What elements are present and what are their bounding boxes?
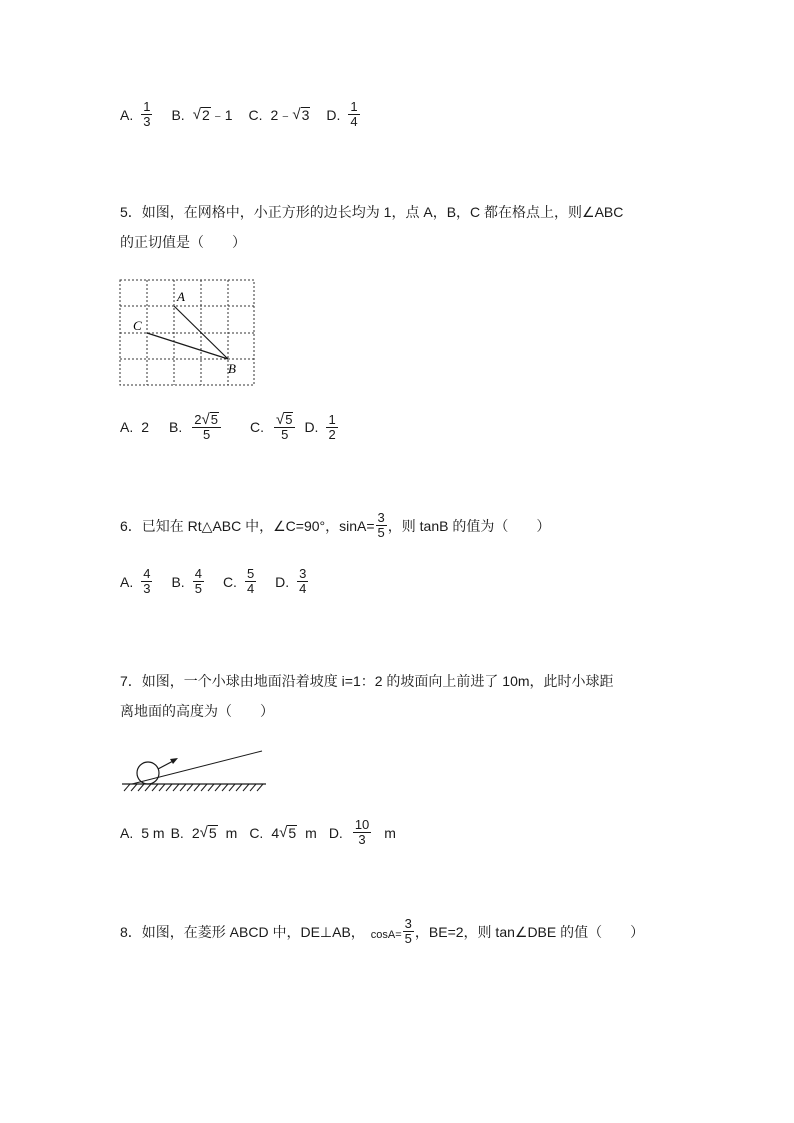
radicand: 5 — [285, 412, 293, 427]
fraction — [403, 917, 414, 946]
q7-stem — [120, 666, 614, 726]
denominator: 5 — [194, 581, 202, 596]
denominator: 2 — [328, 426, 336, 442]
q4-options — [120, 100, 363, 129]
point-label-a: A — [177, 289, 185, 304]
denominator: 3 — [143, 581, 151, 596]
numerator: 5 — [246, 566, 255, 581]
q6-option-a[interactable] — [120, 567, 155, 596]
option-label: A. — [120, 106, 134, 123]
q5-stem-line2: 的正切值是（ ） — [120, 234, 246, 250]
option-label: C. — [249, 419, 264, 435]
q4-option-a[interactable] — [120, 100, 155, 129]
numerator: 1 — [143, 99, 151, 114]
numerator: 1 — [328, 411, 336, 427]
q5-option-d[interactable] — [304, 413, 340, 442]
fraction — [297, 567, 308, 596]
q6-stem — [120, 511, 550, 540]
q5-option-c[interactable] — [250, 412, 298, 442]
option-text: 5 m — [141, 824, 165, 841]
q6-option-b[interactable] — [171, 567, 206, 596]
numerator — [274, 412, 295, 428]
q6-option-d[interactable] — [275, 567, 311, 596]
numerator: 4 — [194, 566, 202, 581]
segment-cb — [147, 333, 228, 359]
fraction — [348, 100, 359, 129]
q7-slope-figure — [118, 745, 273, 797]
option-label: D. — [328, 824, 343, 841]
q5-grid-figure — [115, 275, 265, 390]
ball-icon — [137, 762, 159, 784]
radical-sign-icon: √ — [192, 106, 201, 123]
q4-option-b[interactable] — [171, 105, 232, 125]
option-label: C. — [222, 573, 237, 590]
denominator: 4 — [246, 581, 255, 596]
denominator: 3 — [358, 832, 366, 847]
q6-stem-text: 6．已知在 Rt△ABC 中，∠C=90°，sinA= — [120, 517, 375, 534]
numerator: 4 — [143, 566, 151, 581]
q5-options — [120, 412, 341, 442]
point-label-b: B — [228, 361, 236, 376]
option-label: B. — [171, 573, 185, 590]
fraction — [245, 567, 256, 596]
fraction — [141, 567, 152, 596]
fraction — [326, 413, 337, 442]
fraction — [192, 412, 221, 442]
option-label: C. — [249, 824, 264, 841]
fraction — [193, 567, 204, 596]
option-label: D. — [326, 106, 341, 123]
q8-stem — [120, 917, 644, 946]
q7-option-c[interactable] — [249, 825, 317, 841]
radicand: 3 — [301, 107, 310, 123]
denominator: 3 — [143, 114, 151, 129]
sqrt — [200, 825, 218, 840]
option-label: B. — [171, 106, 185, 123]
option-label: A. — [120, 824, 134, 841]
unit: m — [225, 824, 238, 841]
option-text: ﹣1 — [210, 106, 233, 123]
option-label: A. — [120, 419, 134, 435]
q6-options — [120, 567, 311, 596]
q8-stem-text-end: ，BE=2，则 tan∠DBE 的值（ ） — [414, 923, 645, 940]
denominator: 5 — [404, 931, 412, 946]
slope-line — [132, 751, 262, 784]
q5-option-b[interactable] — [169, 412, 224, 442]
numerator: 3 — [299, 566, 307, 581]
numerator: 3 — [404, 916, 412, 931]
q6-option-c[interactable] — [223, 567, 259, 596]
fraction — [274, 412, 295, 442]
radical-sign-icon: √ — [201, 411, 210, 428]
denominator: 5 — [281, 427, 289, 442]
q8-stem-text: 8．如图，在菱形 ABCD 中，DE⊥AB， — [120, 923, 365, 940]
coefficient: 2 — [194, 412, 202, 427]
numerator: 3 — [377, 510, 385, 525]
q6-stem-text-end: ，则 tanB 的值为（ ） — [387, 517, 551, 534]
radical-sign-icon: √ — [199, 824, 208, 841]
point-label-c: C — [133, 318, 142, 333]
fraction — [376, 511, 387, 540]
coefficient: 2 — [191, 824, 200, 841]
q7-option-d[interactable] — [329, 818, 396, 847]
q5-stem — [120, 197, 623, 257]
option-text: 2 — [141, 419, 150, 435]
coefficient: 4 — [271, 824, 280, 841]
numerator: 1 — [350, 99, 358, 114]
radical-sign-icon: √ — [292, 106, 301, 123]
radicand: 5 — [208, 825, 217, 841]
sqrt — [276, 412, 293, 427]
radicand: 5 — [210, 412, 218, 427]
q7-stem-line1: 7．如图，一个小球由地面沿着坡度 i=1：2 的坡面向上前进了 10m，此时小球距 — [120, 673, 614, 689]
option-label: D. — [275, 573, 290, 590]
q7-stem-line2: 离地面的高度为（ ） — [120, 703, 274, 719]
option-label: B. — [170, 824, 184, 841]
option-label: D. — [304, 419, 319, 435]
q4-option-d[interactable] — [326, 100, 362, 129]
option-label: B. — [169, 419, 183, 435]
q7-option-a[interactable] — [120, 825, 165, 841]
arrow-head-icon — [170, 758, 178, 764]
radical-sign-icon: √ — [275, 411, 285, 428]
unit: m — [384, 824, 396, 841]
radicand: 5 — [288, 825, 297, 841]
fraction — [141, 100, 152, 129]
denominator: 4 — [299, 581, 307, 596]
radical-sign-icon: √ — [279, 824, 288, 841]
q7-option-b[interactable] — [171, 825, 238, 841]
q5-stem-line1: 5．如图，在网格中，小正方形的边长均为 1，点 A，B，C 都在格点上，则∠ABC — [120, 204, 624, 220]
denominator: 4 — [350, 114, 358, 129]
sqrt — [202, 412, 219, 427]
q5-option-a[interactable] — [120, 419, 149, 435]
option-label: C. — [248, 106, 263, 123]
sqrt — [193, 107, 211, 122]
sqrt — [292, 107, 310, 122]
cos-label: cosA= — [370, 928, 402, 941]
radicand: 2 — [201, 107, 210, 123]
denominator: 5 — [203, 427, 211, 442]
sqrt — [279, 825, 297, 840]
fraction — [353, 818, 371, 847]
q7-options — [120, 818, 396, 847]
denominator: 5 — [377, 525, 385, 540]
option-text: 2﹣ — [270, 106, 293, 123]
ground-hatch — [124, 784, 263, 791]
q4-option-c[interactable] — [249, 105, 311, 125]
option-label: A. — [120, 573, 134, 590]
numerator: 10 — [354, 817, 370, 832]
numerator — [192, 412, 221, 428]
unit: m — [305, 824, 317, 841]
